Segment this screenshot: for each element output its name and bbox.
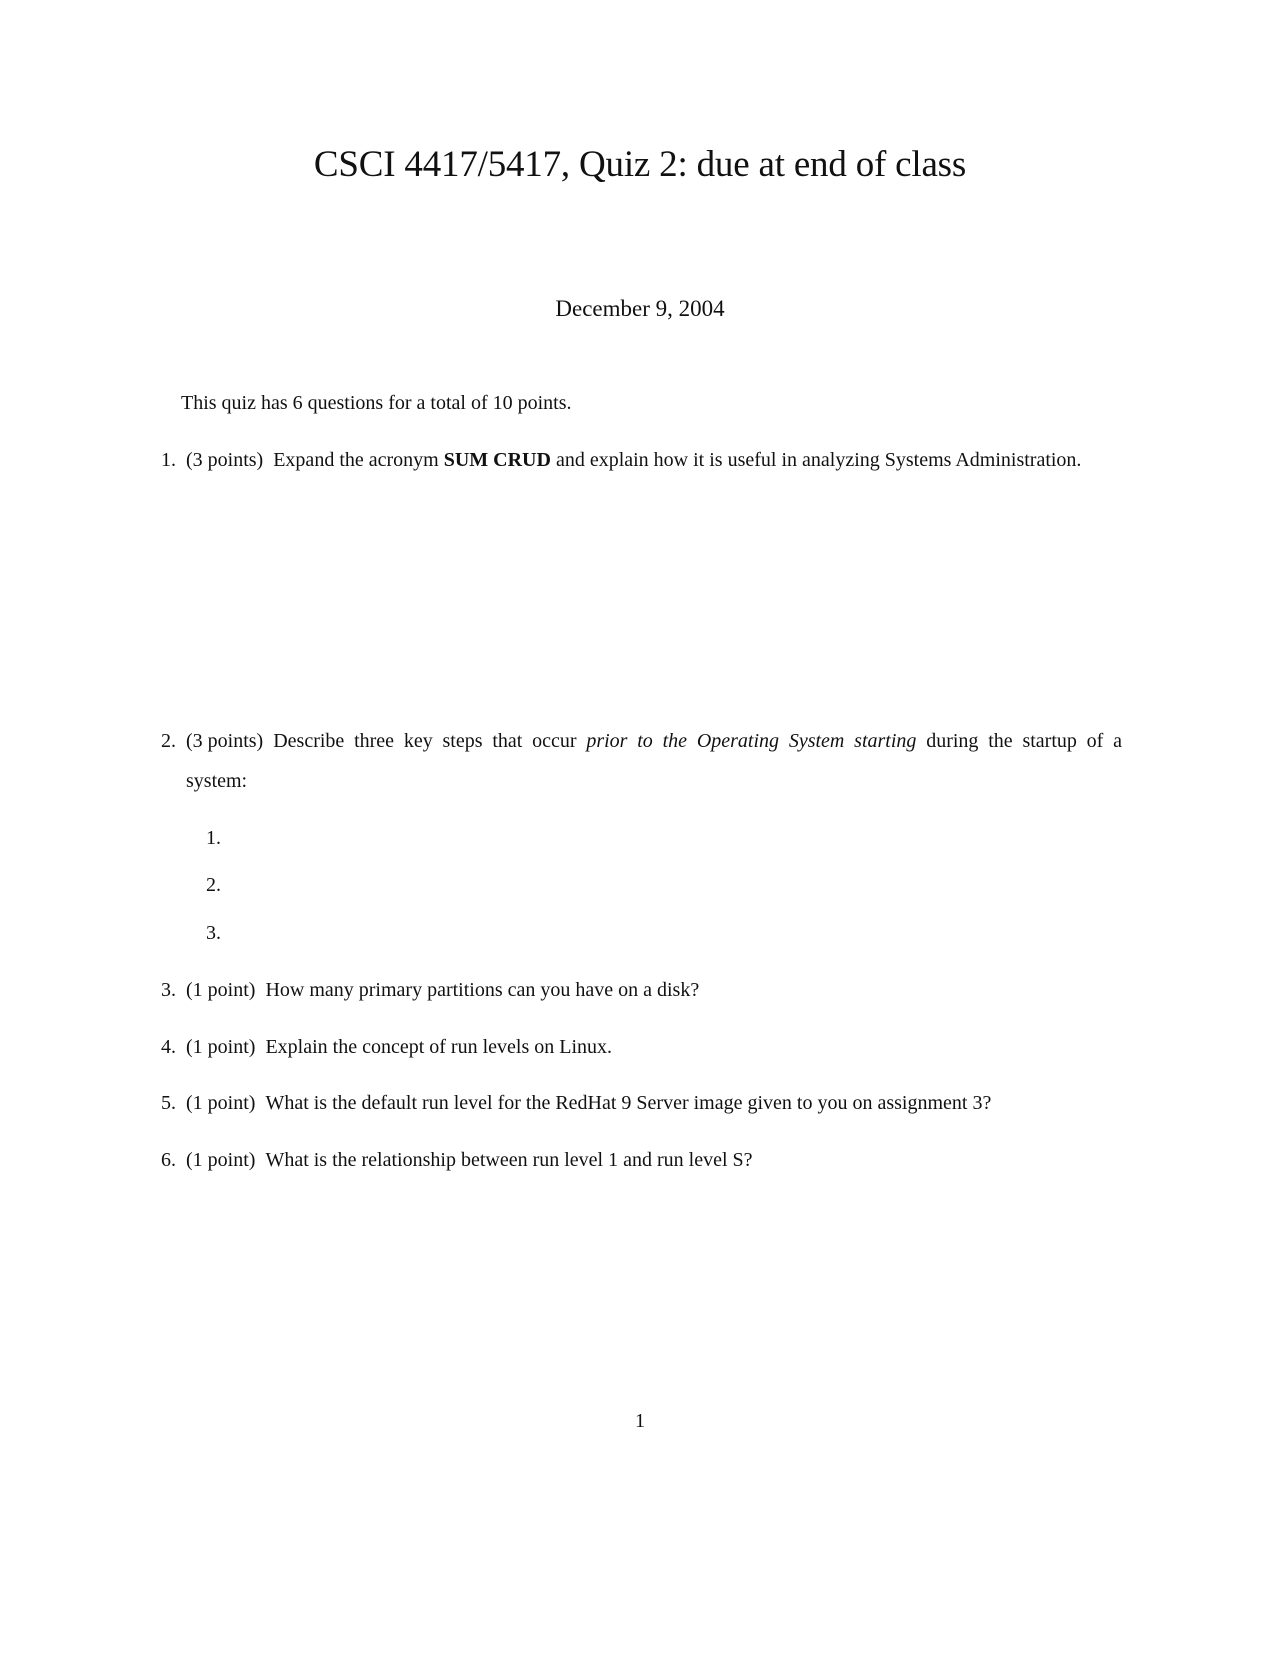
question-2-step-3: 3. [206,922,221,944]
question-5-text: What is the default run level for the RedHat 9 Server image given to you on assignment 3? [265,1092,992,1114]
question-4-number: 4. [161,1036,176,1058]
question-3 [186,979,699,1002]
question-1-number: 1. [161,449,176,471]
question-1-acronym: SUM CRUD [443,449,551,471]
question-4-points: (1 point) [186,1036,256,1058]
page-number: 1 [635,1410,645,1432]
question-1-text-before: Expand the acronym [273,449,444,471]
question-3-number: 3. [161,979,176,1001]
question-2-continuation: system: [186,770,248,792]
question-6-number: 6. [161,1149,176,1171]
question-1-points: (3 points) [186,449,264,471]
question-1-text-after: and explain how it is useful in analyzing Systems Administration. [550,449,1082,471]
question-1 [186,449,1081,472]
question-5 [186,1092,991,1115]
question-2-text-before: Describe three key steps that occur [273,730,587,752]
question-3-points: (1 point) [186,979,256,1001]
question-2 [186,730,1122,753]
document-date: December 9, 2004 [555,296,725,321]
question-6-points: (1 point) [186,1149,256,1171]
question-2-emphasis: prior to the Operating System starting [586,730,917,752]
question-5-number: 5. [161,1092,176,1114]
document-title: CSCI 4417/5417, Quiz 2: due at end of class [313,144,967,185]
question-2-step-1: 1. [206,827,221,849]
question-6 [186,1149,753,1172]
question-2-points: (3 points) [186,730,264,752]
question-5-points: (1 point) [186,1092,256,1114]
question-2-text-after: during the startup of a [916,730,1123,752]
question-2-number: 2. [161,730,176,752]
quiz-intro: This quiz has 6 questions for a total of 10 points. [181,392,572,414]
question-2-step-2: 2. [206,874,221,896]
question-4-text: Explain the concept of run levels on Linux. [265,1036,613,1058]
question-3-text: How many primary partitions can you have on a disk? [265,979,700,1001]
question-6-text: What is the relationship between run level 1 and run level S? [265,1149,753,1171]
question-4 [186,1036,612,1059]
